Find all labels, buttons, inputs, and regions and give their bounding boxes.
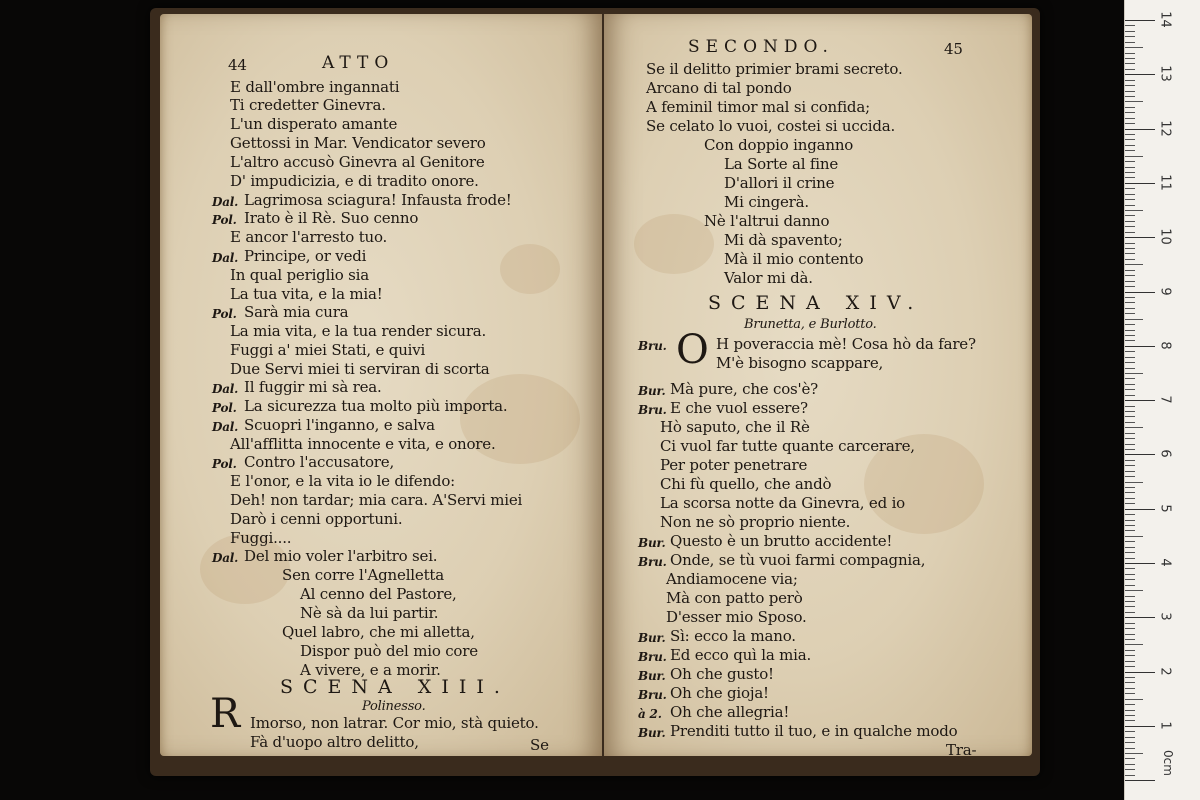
text-line: La sicurezza tua molto più importa. (244, 397, 508, 415)
text-line: Dispor può del mio core (300, 642, 478, 660)
text-line: La tua vita, e la mia! (230, 285, 383, 303)
text-line: Quel labro, che mi alletta, (282, 623, 475, 641)
ruler-tick (1125, 606, 1135, 607)
text-line: Darò i cenni opportuni. (230, 510, 403, 528)
text-line: Andiamocene via; (666, 570, 798, 588)
ruler-tick (1125, 634, 1135, 635)
ruler-tick (1125, 346, 1155, 347)
text-line: Per poter penetrare (660, 456, 808, 474)
ruler-tick (1125, 80, 1135, 81)
ruler-tick (1125, 129, 1155, 130)
ruler-tick (1125, 31, 1135, 32)
text-line: D'allori il crine (724, 174, 835, 192)
ruler-tick (1125, 612, 1135, 613)
text-line: Oh che allegria! (670, 703, 790, 721)
ruler-tick (1125, 742, 1135, 743)
ruler-tick (1125, 666, 1135, 667)
text-line: Se il delitto primier brami secreto. (646, 60, 903, 78)
ruler-number: 13 (1157, 65, 1173, 83)
ruler-tick (1125, 438, 1135, 439)
ruler-tick (1125, 139, 1135, 140)
text-line: Ed ecco quì la mia. (670, 646, 812, 664)
speaker-label: à 2. (638, 707, 662, 721)
ruler-tick (1125, 655, 1135, 656)
ruler-tick (1125, 715, 1135, 716)
ruler-tick (1125, 210, 1143, 211)
ruler-number: 2 (1157, 666, 1173, 676)
ruler-tick (1125, 205, 1135, 206)
ruler-tick (1125, 406, 1135, 407)
right-page-number: 45 (944, 40, 963, 58)
text-line: Mà con patto però (666, 589, 803, 607)
speaker-label: Bur. (638, 669, 666, 683)
ruler-tick (1125, 558, 1135, 559)
ruler-tick (1125, 373, 1143, 374)
left-running-head: ATTO (322, 53, 395, 73)
ruler-tick (1125, 601, 1135, 602)
ruler-tick (1125, 520, 1135, 521)
ruler-tick (1125, 232, 1135, 233)
text-line: Imorso, non latrar. Cor mio, stà quieto. (250, 714, 539, 732)
speaker-label: Pol. (212, 307, 237, 321)
ruler-tick (1125, 36, 1135, 37)
ruler-tick (1125, 704, 1135, 705)
ruler-number: 8 (1157, 341, 1173, 350)
ruler-tick (1125, 563, 1155, 564)
ruler-tick (1125, 454, 1155, 455)
text-line: La Sorte al fine (724, 155, 839, 173)
ruler-tick (1125, 199, 1135, 200)
ruler-tick (1125, 503, 1135, 504)
ruler-number: 9 (1157, 286, 1173, 296)
speaker-label: Bru. (638, 339, 667, 353)
ruler-tick (1125, 395, 1135, 396)
text-line: Hò saputo, che il Rè (660, 418, 810, 436)
text-line: Ti credetter Ginevra. (230, 96, 386, 114)
ruler-tick (1125, 764, 1135, 765)
text-line: Chi fù quello, che andò (660, 475, 832, 493)
text-line: A vivere, e a morir. (300, 661, 441, 679)
ruler-number: 3 (1157, 612, 1173, 621)
ruler-tick (1125, 226, 1135, 227)
ruler-tick (1125, 688, 1135, 689)
left-page-number: 44 (228, 56, 247, 74)
ruler-tick (1125, 96, 1135, 97)
text-line: Due Servi miei ti serviran di scorta (230, 360, 490, 378)
ruler-tick (1125, 465, 1135, 466)
ruler-tick (1125, 541, 1135, 542)
catchword: Tra- (946, 741, 977, 756)
text-line: Se celato lo vuoi, costei si uccida. (646, 117, 896, 135)
text-line: L'altro accusò Ginevra al Genitore (230, 153, 485, 171)
speaker-label: Bur. (638, 631, 666, 645)
text-line: D'esser mio Sposo. (666, 608, 807, 626)
ruler-tick (1125, 188, 1135, 189)
ruler-tick (1125, 509, 1155, 510)
ruler-tick (1125, 514, 1135, 515)
ruler-tick (1125, 775, 1135, 776)
ruler-tick (1125, 63, 1135, 64)
text-line: E che vuol essere? (670, 399, 808, 417)
text-line: L'un disperato amante (230, 115, 398, 133)
ruler-tick (1125, 737, 1135, 738)
ruler-tick (1125, 351, 1135, 352)
ruler-number: 4 (1157, 558, 1173, 567)
ruler-tick (1125, 69, 1135, 70)
ruler-tick (1125, 384, 1135, 385)
text-line: Con doppio inganno (704, 136, 854, 154)
speaker-label: Bru. (638, 403, 667, 417)
speaker-label: Bur. (638, 536, 666, 550)
left-page (160, 14, 602, 756)
ruler-tick (1125, 536, 1143, 537)
ruler-tick (1125, 416, 1135, 417)
ruler-tick (1125, 422, 1135, 423)
text-line: Mi dà spavento; (724, 231, 843, 249)
ruler-tick (1125, 270, 1135, 271)
text-line: Il fuggir mi sà rea. (244, 378, 382, 396)
ruler-tick (1125, 433, 1135, 434)
ruler-number: 11 (1157, 174, 1173, 191)
speaker-label: Dal. (212, 551, 239, 565)
drop-cap: R (210, 691, 241, 737)
ruler-tick (1125, 74, 1155, 75)
ruler-tick (1125, 281, 1135, 282)
text-line: Ci vuol far tutte quante carcerare, (660, 437, 915, 455)
ruler-tick (1125, 91, 1135, 92)
ruler-tick (1125, 639, 1135, 640)
speaker-label: Pol. (212, 401, 237, 415)
ruler-number: 12 (1157, 119, 1173, 137)
text-line: Mi cingerà. (724, 193, 809, 211)
ruler-tick (1125, 498, 1135, 499)
ruler-tick (1125, 161, 1135, 162)
ruler-tick (1125, 308, 1135, 309)
ruler-number: 6 (1157, 449, 1173, 459)
ruler-number: 1 (1157, 721, 1173, 730)
ruler-tick (1125, 389, 1135, 390)
text-line: Sen corre l'Agnelletta (282, 566, 444, 584)
speaker-label: Bur. (638, 384, 666, 398)
ruler-tick (1125, 525, 1135, 526)
ruler-tick (1125, 449, 1135, 450)
text-line: Fuggi.... (230, 529, 292, 547)
ruler-tick (1125, 726, 1155, 727)
ruler-tick (1125, 253, 1135, 254)
ruler-number: 14 (1157, 11, 1173, 28)
ruler-tick (1125, 53, 1135, 54)
ruler-tick (1125, 780, 1155, 781)
ruler-tick (1125, 167, 1135, 168)
ruler-tick (1125, 368, 1135, 369)
text-line: Sì: ecco la mano. (670, 627, 796, 645)
ruler-tick (1125, 264, 1143, 265)
ruler-tick (1125, 731, 1135, 732)
ruler-tick (1125, 547, 1135, 548)
ruler-tick (1125, 623, 1135, 624)
ruler-tick (1125, 259, 1135, 260)
ruler-tick (1125, 150, 1135, 151)
text-line: Gettossi in Mar. Vendicator severo (230, 134, 486, 152)
ruler-tick (1125, 243, 1135, 244)
text-line: Scuopri l'inganno, e salva (244, 416, 435, 434)
ruler-tick (1125, 183, 1155, 184)
ruler-tick (1125, 628, 1135, 629)
ruler-tick (1125, 25, 1135, 26)
text-line: Sarà mia cura (244, 303, 349, 321)
speaker-label: Dal. (212, 382, 239, 396)
ruler-tick (1125, 112, 1135, 113)
speaker-label: Bru. (638, 688, 667, 702)
text-line: Fà d'uopo altro delitto, (250, 733, 419, 751)
catchword: Se (530, 736, 549, 754)
speaker-label: Pol. (212, 457, 237, 471)
drop-cap: O (676, 327, 709, 373)
ruler-tick (1125, 248, 1135, 249)
ruler-unit: 0cm (1160, 750, 1175, 776)
ruler-tick (1125, 378, 1135, 379)
speaker-label: Pol. (212, 213, 237, 227)
ruler-tick (1125, 492, 1135, 493)
ruler-number: 7 (1157, 395, 1173, 404)
ruler-tick (1125, 574, 1135, 575)
right-page (604, 14, 1032, 756)
ruler-tick (1125, 487, 1135, 488)
ruler-tick (1125, 194, 1135, 195)
ruler-tick (1125, 471, 1135, 472)
text-line: Prenditi tutto il tuo, e in qualche modo (670, 722, 958, 740)
text-line: Valor mi dà. (724, 269, 813, 287)
ruler-tick (1125, 177, 1135, 178)
text-line: A feminil timor mal si confida; (646, 98, 870, 116)
ruler-tick (1125, 590, 1143, 591)
ruler-tick (1125, 58, 1135, 59)
ruler-tick (1125, 720, 1135, 721)
speaker-label: Dal. (212, 420, 239, 434)
ruler-tick (1125, 324, 1135, 325)
speaker-label: Bru. (638, 650, 667, 664)
ruler-tick (1125, 335, 1135, 336)
text-line: Mà pure, che cos'è? (670, 380, 818, 398)
ruler-tick (1125, 748, 1135, 749)
ruler-tick (1125, 644, 1143, 645)
ruler-tick (1125, 330, 1135, 331)
text-line: In qual periglio sia (230, 266, 370, 284)
ruler-tick (1125, 85, 1135, 86)
speaker-label: Bur. (638, 726, 666, 740)
text-line: La mia vita, e la tua render sicura. (230, 322, 487, 340)
ruler-tick (1125, 275, 1135, 276)
text-line: Al cenno del Pastore, (300, 585, 457, 603)
ruler-tick (1125, 302, 1135, 303)
ruler-tick (1125, 340, 1135, 341)
speaker-label: Dal. (212, 251, 239, 265)
text-line: Oh che gusto! (670, 665, 774, 683)
ruler-tick (1125, 476, 1135, 477)
ruler-tick (1125, 661, 1135, 662)
ruler-number: 10 (1157, 228, 1173, 245)
ruler-tick (1125, 313, 1135, 314)
ruler-tick (1125, 596, 1135, 597)
ruler-tick (1125, 400, 1155, 401)
ruler-tick (1125, 145, 1135, 146)
text-line: Principe, or vedi (244, 247, 367, 265)
ruler-tick (1125, 42, 1135, 43)
ruler-tick (1125, 215, 1135, 216)
scene-character: Polinesso. (362, 699, 426, 714)
text-line: Mà il mio contento (724, 250, 864, 268)
text-line: Fuggi a' miei Stati, e quivi (230, 341, 426, 359)
ruler-tick (1125, 568, 1135, 569)
ruler-tick (1125, 123, 1135, 124)
text-line: Contro l'accusatore, (244, 453, 395, 471)
measurement-ruler (1124, 0, 1200, 800)
ruler-tick (1125, 460, 1135, 461)
ruler-tick (1125, 319, 1143, 320)
ruler-tick (1125, 579, 1135, 580)
ruler-tick (1125, 286, 1135, 287)
ruler-tick (1125, 530, 1135, 531)
text-line: D' impudicizia, e di tradito onore. (230, 172, 479, 190)
text-line: M'è bisogno scappare, (716, 354, 884, 372)
text-line: Del mio voler l'arbitro sei. (244, 547, 438, 565)
text-line: E dall'ombre ingannati (230, 78, 400, 96)
ruler-tick (1125, 444, 1135, 445)
speaker-label: Dal. (212, 195, 239, 209)
ruler-tick (1125, 118, 1135, 119)
ruler-tick (1125, 753, 1143, 754)
ruler-tick (1125, 769, 1135, 770)
ruler-tick (1125, 47, 1143, 48)
scene-title: SCENA XIV. (708, 292, 924, 314)
text-line: H poveraccia mè! Cosa hò da fare? (716, 335, 976, 353)
ruler-tick (1125, 552, 1135, 553)
ruler-tick (1125, 682, 1135, 683)
ruler-tick (1125, 221, 1135, 222)
ruler-tick (1125, 710, 1135, 711)
text-line: Oh che gioja! (670, 684, 769, 702)
ruler-tick (1125, 292, 1155, 293)
text-line: Lagrimosa sciagura! Infausta frode! (244, 191, 512, 209)
ruler-tick (1125, 758, 1135, 759)
ruler-tick (1125, 693, 1135, 694)
text-line: Arcano di tal pondo (646, 79, 792, 97)
scene-title: SCENA XIII. (280, 676, 510, 698)
ruler-tick (1125, 677, 1135, 678)
ruler-tick (1125, 237, 1155, 238)
text-line: Nè l'altrui danno (704, 212, 830, 230)
ruler-tick (1125, 172, 1135, 173)
text-line: La scorsa notte da Ginevra, ed io (660, 494, 906, 512)
text-line: All'afflitta innocente e vita, e onore. (230, 435, 496, 453)
text-line: Nè sà da lui partir. (300, 604, 439, 622)
ruler-tick (1125, 297, 1135, 298)
ruler-tick (1125, 101, 1143, 102)
ruler-tick (1125, 585, 1135, 586)
ruler-tick (1125, 427, 1143, 428)
ruler-tick (1125, 482, 1143, 483)
text-line: E l'onor, e la vita io le difendo: (230, 472, 455, 490)
ruler-tick (1125, 672, 1155, 673)
ruler-tick (1125, 134, 1135, 135)
text-line: Non ne sò proprio niente. (660, 513, 851, 531)
scene-characters: Brunetta, e Burlotto. (744, 317, 877, 332)
ruler-tick (1125, 20, 1155, 21)
text-line: Onde, se tù vuoi farmi compagnia, (670, 551, 926, 569)
text-line: E ancor l'arresto tuo. (230, 228, 388, 246)
speaker-label: Bru. (638, 555, 667, 569)
ruler-tick (1125, 650, 1135, 651)
ruler-tick (1125, 107, 1135, 108)
ruler-tick (1125, 357, 1135, 358)
text-line: Questo è un brutto accidente! (670, 532, 893, 550)
ruler-tick (1125, 699, 1143, 700)
ruler-tick (1125, 156, 1143, 157)
ruler-tick (1125, 362, 1135, 363)
ruler-number: 5 (1157, 504, 1173, 513)
right-running-head: SECONDO. (688, 37, 834, 57)
ruler-tick (1125, 411, 1135, 412)
text-line: Irato è il Rè. Suo cenno (244, 209, 419, 227)
ruler-tick (1125, 617, 1155, 618)
text-line: Deh! non tardar; mia cara. A'Servi miei (230, 491, 523, 509)
